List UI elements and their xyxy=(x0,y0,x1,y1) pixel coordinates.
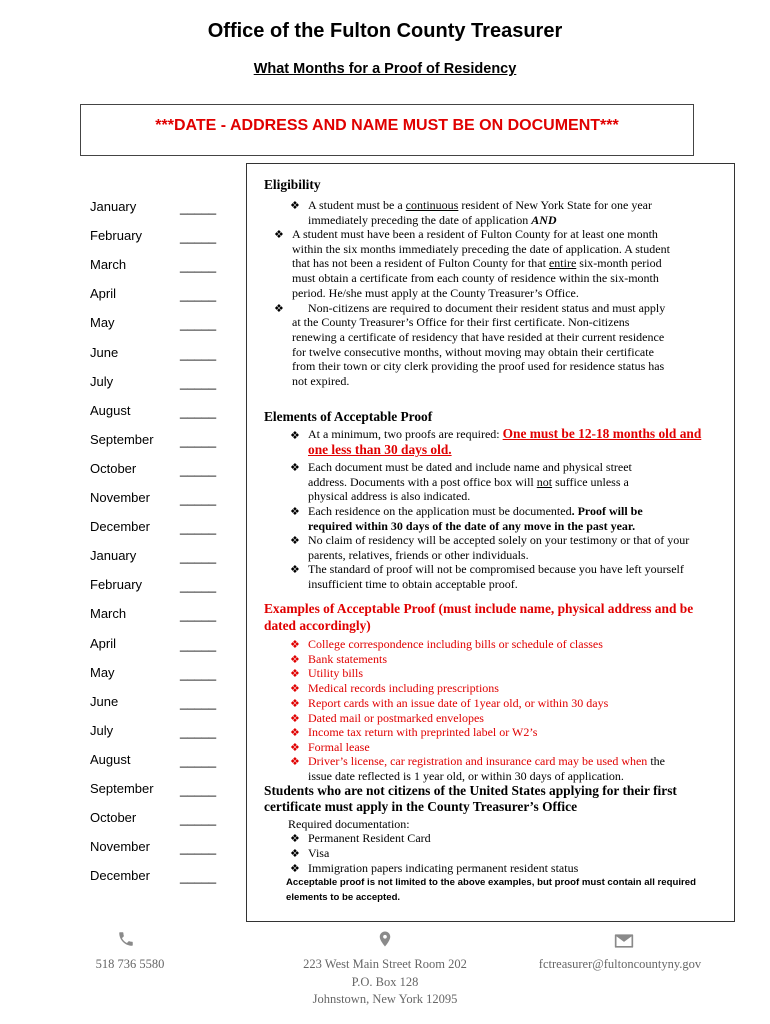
page-subtitle: What Months for a Proof of Residency xyxy=(253,61,517,77)
footer-address-line3: Johnstown, New York 12095 xyxy=(312,992,458,1006)
example-item: Report cards with an issue date of 1year old, or within 30 days xyxy=(308,695,609,710)
diamond-bullet-icon: ❖ xyxy=(290,535,300,547)
eligibility-b3-line5: from their town or city clerk providing the proof used for residence status has xyxy=(292,359,665,374)
month-blank-line[interactable]: _____ xyxy=(180,840,217,856)
envelope-icon xyxy=(614,933,634,949)
diamond-bullet-icon: ❖ xyxy=(290,506,300,518)
month-blank-line[interactable]: _____ xyxy=(180,374,217,390)
example-item: Utility bills xyxy=(308,666,364,681)
footer-phone: 518 736 5580 xyxy=(95,957,165,971)
eligibility-b3-line1: Non-citizens are required to document their resident status and must apply xyxy=(308,300,666,315)
month-label: March xyxy=(90,606,127,622)
page-title: Office of the Fulton County Treasurer xyxy=(207,20,563,42)
location-pin-icon xyxy=(376,929,394,949)
month-blank-line[interactable]: _____ xyxy=(180,549,217,565)
month-blank-line[interactable]: _____ xyxy=(180,520,217,536)
month-label: June xyxy=(90,344,119,360)
diamond-bullet-icon: ❖ xyxy=(290,430,300,442)
month-label: December xyxy=(90,519,150,535)
eligibility-b3-line6: not expired. xyxy=(292,373,350,388)
elements-b2-line3: physical address is also indicated. xyxy=(308,489,471,504)
warning-text: ***DATE - ADDRESS AND NAME MUST BE ON DOCUMENT*** xyxy=(155,117,619,134)
elements-b5-line2: insufficient time to obtain acceptable proof. xyxy=(308,577,518,591)
month-blank-line[interactable]: _____ xyxy=(180,258,217,274)
elements-heading: Elements of Acceptable Proof xyxy=(264,409,433,424)
eligibility-b2-line4: must obtain a certificate from each county of residence within the six-month xyxy=(292,271,659,285)
month-blank-line[interactable]: _____ xyxy=(180,491,217,506)
eligibility-b2-line5: period. He/she must apply at the County Treasurer’s Office. xyxy=(292,285,579,300)
diamond-bullet-icon: ❖ xyxy=(290,653,300,666)
eligibility-b1-line1: A student must be a continuous resident of New York State for one year xyxy=(308,198,652,212)
month-blank-line[interactable]: _____ xyxy=(180,607,217,623)
month-label: February xyxy=(90,228,143,244)
month-blank-line[interactable]: _____ xyxy=(180,723,217,739)
month-blank-line[interactable]: _____ xyxy=(180,869,217,885)
month-label: January xyxy=(90,199,137,214)
eligibility-heading: Eligibility xyxy=(264,177,321,192)
elements-b5-line1: The standard of proof will not be compromised because you have left yourself xyxy=(308,562,684,577)
month-blank-line[interactable]: _____ xyxy=(180,432,217,448)
phone-icon xyxy=(117,930,135,948)
month-blank-line[interactable]: _____ xyxy=(180,200,217,215)
diamond-bullet-icon: ❖ xyxy=(290,668,300,681)
month-label: August xyxy=(90,751,131,767)
diamond-bullet-icon: ❖ xyxy=(274,303,284,315)
month-label: February xyxy=(90,577,143,593)
noncitizens-heading-line1: Students who are not citizens of the United States applying for their first xyxy=(264,783,677,798)
warning-box xyxy=(80,104,694,156)
eligibility-b2-line1: A student must have been a resident of Fulton County for at least one month xyxy=(292,227,658,242)
noncitizens-note-line1: Acceptable proof is not limited to the above examples, but proof must contain all required xyxy=(286,877,696,888)
diamond-bullet-icon: ❖ xyxy=(290,697,300,710)
month-label: June xyxy=(90,693,119,709)
diamond-bullet-icon: ❖ xyxy=(274,229,284,241)
diamond-bullet-icon: ❖ xyxy=(290,564,300,576)
month-label: July xyxy=(90,722,114,738)
diamond-bullet-icon: ❖ xyxy=(290,727,300,740)
month-blank-line[interactable]: _____ xyxy=(180,578,217,594)
month-blank-line[interactable]: _____ xyxy=(180,461,217,477)
diamond-bullet-icon: ❖ xyxy=(290,741,300,754)
month-label: April xyxy=(90,635,117,651)
example-item: Income tax return with preprinted label or W2’s xyxy=(308,725,538,740)
month-label: September xyxy=(90,431,154,447)
month-label: January xyxy=(90,548,137,564)
eligibility-b3-line2: at the County Treasurer’s Office for their first certificate. Non-citizens xyxy=(292,315,630,330)
diamond-bullet-icon: ❖ xyxy=(290,462,300,474)
eligibility-b1-line2: immediately preceding the date of application AND xyxy=(308,212,557,227)
noncitizen-doc-item: Visa xyxy=(308,846,330,860)
example-item: Dated mail or postmarked envelopes xyxy=(308,710,484,725)
month-blank-line[interactable]: _____ xyxy=(180,811,217,827)
diamond-bullet-icon: ❖ xyxy=(290,756,300,769)
elements-b1-line1: At a minimum, two proofs are required: One must be 12-18 months old and xyxy=(308,426,702,441)
month-label: November xyxy=(90,490,150,505)
month-blank-line[interactable]: _____ xyxy=(180,694,217,710)
month-label: March xyxy=(90,257,127,273)
month-blank-line[interactable]: _____ xyxy=(180,287,217,303)
example-item: Formal lease xyxy=(308,739,370,754)
month-label: September xyxy=(90,781,154,796)
month-label: May xyxy=(90,664,115,680)
noncitizen-doc-item: Permanent Resident Card xyxy=(308,831,431,845)
eligibility-b2-line2: within the six months immediately preceding the date of application. A student xyxy=(292,241,670,256)
month-blank-line[interactable]: _____ xyxy=(180,403,217,419)
eligibility-b2-line3: that has not been a resident of Fulton County for that entire six-month period xyxy=(292,256,662,271)
example-item: Medical records including prescriptions xyxy=(308,681,499,696)
noncitizen-doc-item: Immigration papers indicating permanent resident status xyxy=(308,861,579,875)
month-blank-line[interactable]: _____ xyxy=(180,636,217,652)
diamond-bullet-icon: ❖ xyxy=(290,200,300,212)
month-blank-line[interactable]: _____ xyxy=(180,665,217,681)
month-label: August xyxy=(90,402,131,418)
noncitizens-heading-line2: certificate must apply in the County Treasurer’s Office xyxy=(264,799,578,814)
noncitizens-note-line2: elements to be accepted. xyxy=(286,892,401,903)
month-blank-line[interactable]: _____ xyxy=(180,752,217,768)
elements-b4-line2: parents, relatives, friends or other individuals. xyxy=(308,547,529,562)
noncitizens-required: Required documentation: xyxy=(288,817,410,831)
example-item: Bank statements xyxy=(308,651,387,666)
month-label: October xyxy=(90,460,137,476)
month-blank-line[interactable]: _____ xyxy=(180,229,217,245)
examples-last-line2: issue date reflected is 1 year old, or within 30 days of application. xyxy=(308,769,624,783)
examples-heading-line2: dated accordingly) xyxy=(264,618,371,633)
footer-address-line2: P.O. Box 128 xyxy=(351,975,419,989)
eligibility-b3-line4: for twelve consecutive months, without moving may obtain their certificate xyxy=(292,344,654,359)
diamond-bullet-icon: ❖ xyxy=(290,863,300,875)
footer-address-line1: 223 West Main Street Room 202 xyxy=(303,957,467,971)
footer-email[interactable]: fctreasurer@fultoncountyny.gov xyxy=(538,957,702,971)
elements-b4-line1: No claim of residency will be accepted solely on your testimony or that of your xyxy=(308,533,690,548)
elements-b2-line2: address. Documents with a post office box will not suffice unless a xyxy=(308,474,629,489)
month-label: November xyxy=(90,839,150,855)
example-item: College correspondence including bills or schedule of classes xyxy=(308,637,603,651)
elements-b3-line2: required within 30 days of the date of any move in the past year. xyxy=(308,518,636,533)
month-label: April xyxy=(90,286,117,302)
elements-b2-line1: Each document must be dated and include name and physical street xyxy=(308,460,632,474)
month-label: October xyxy=(90,810,137,826)
diamond-bullet-icon: ❖ xyxy=(290,848,300,860)
eligibility-b3-line3: renewing a certificate of residency that have resided at their current residence xyxy=(292,330,665,344)
elements-b3-line1: Each residence on the application must be documented. Proof will be xyxy=(308,504,643,518)
month-blank-line[interactable]: _____ xyxy=(180,345,217,361)
elements-b1-line2: one less than 30 days old. xyxy=(308,442,452,457)
diamond-bullet-icon: ❖ xyxy=(290,639,300,651)
diamond-bullet-icon: ❖ xyxy=(290,683,300,696)
month-label: May xyxy=(90,315,115,331)
month-blank-line[interactable]: _____ xyxy=(180,316,217,332)
month-label: December xyxy=(90,868,150,884)
diamond-bullet-icon: ❖ xyxy=(290,833,300,845)
examples-last-line1: Driver’s license, car registration and insurance card may be used when the xyxy=(308,754,665,769)
diamond-bullet-icon: ❖ xyxy=(290,712,300,725)
examples-heading-line1: Examples of Acceptable Proof (must include name, physical address and be xyxy=(264,601,694,616)
month-label: July xyxy=(90,373,114,389)
month-blank-line[interactable]: _____ xyxy=(180,782,217,797)
